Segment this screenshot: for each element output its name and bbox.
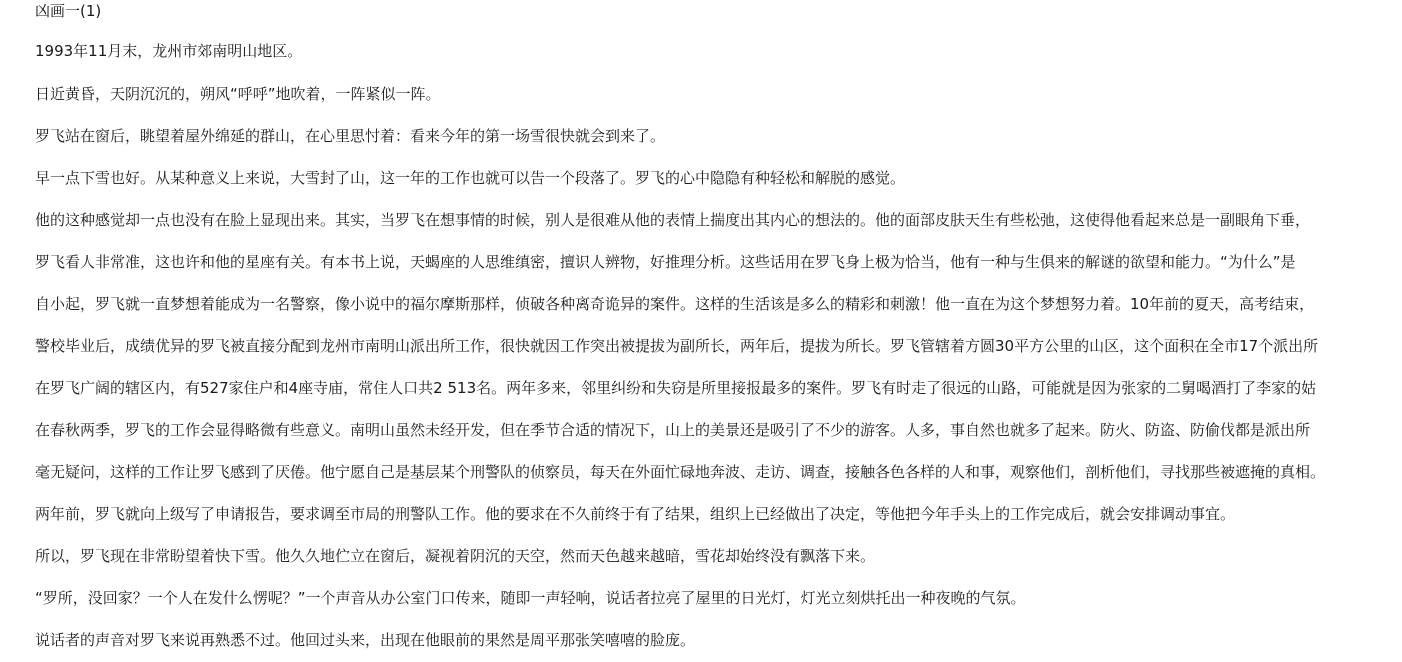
paragraph: 日近黄昏，天阴沉沉的，朔风“呼呼”地吹着，一阵紧似一阵。	[35, 85, 441, 103]
paragraph: 自小起，罗飞就一直梦想着能成为一名警察，像小说中的福尔摩斯那样，侦破各种离奇诡异的案件。这样的生活该是多么的精彩和刺激！他一直在为这个梦想努力着。10年前的夏天，高考结束，	[35, 295, 1315, 313]
document-page	[35, 0, 1402, 662]
paragraph: 毫无疑问，这样的工作让罗飞感到了厌倦。他宁愿自己是基层某个刑警队的侦察员，每天在外面忙碌地奔波、走访、调查，接触各色各样的人和事，观察他们，剖析他们，寻找那些被遮掩的真相。	[35, 463, 1326, 481]
paragraph: 所以，罗飞现在非常盼望着快下雪。他久久地伫立在窗后，凝视着阴沉的天空，然而天色越来越暗，雪花却始终没有飘落下来。	[35, 547, 876, 565]
paragraph: 说话者的声音对罗飞来说再熟悉不过。他回过头来，出现在他眼前的果然是周平那张笑嘻嘻的脸庞。	[35, 631, 696, 649]
paragraph: 警校毕业后，成绩优异的罗飞被直接分配到龙州市南明山派出所工作，很快就因工作突出被提拔为副所长，两年后，提拔为所长。罗飞管辖着方圆30平方公里的山区，这个面积在全市17个派出所	[35, 337, 1319, 355]
paragraph: 早一点下雪也好。从某种意义上来说，大雪封了山，这一年的工作也就可以告一个段落了。罗飞的心中隐隐有种轻松和解脱的感觉。	[35, 169, 906, 187]
paragraph: 两年前，罗飞就向上级写了申请报告，要求调至市局的刑警队工作。他的要求在不久前终于有了结果，组织上已经做出了决定，等他把今年手头上的工作完成后，就会安排调动事宜。	[35, 505, 1236, 523]
paragraph: 在罗飞广阔的辖区内，有527家住户和4座寺庙，常住人口共2 513名。两年多来，邻里纠纷和失窃是所里接报最多的案件。罗飞有时走了很远的山路，可能就是因为张家的二舅喝酒打了李家的姑	[35, 379, 1317, 397]
paragraph: 在春秋两季，罗飞的工作会显得略微有些意义。南明山虽然未经开发，但在季节合适的情况下，山上的美景还是吸引了不少的游客。人多，事自然也就多了起来。防火、防盗、防偷伐都是派出所	[35, 421, 1311, 439]
paragraph: 他的这种感觉却一点也没有在脸上显现出来。其实，当罗飞在想事情的时候，别人是很难从他的表情上揣度出其内心的想法的。他的面部皮肤天生有些松弛，这使得他看起来总是一副眼角下垂，	[35, 211, 1311, 229]
paragraph: 罗飞看人非常准，这也许和他的星座有关。有本书上说，天蝎座的人思维缜密，擅识人辨物，好推理分析。这些话用在罗飞身上极为恰当，他有一种与生俱来的解谜的欲望和能力。“为什么”是	[35, 253, 1296, 271]
paragraph: 罗飞站在窗后，眺望着屋外绵延的群山，在心里思忖着：看来今年的第一场雪很快就会到来了。	[35, 127, 666, 145]
paragraph: “罗所，没回家？一个人在发什么愣呢？”一个声音从办公室门口传来，随即一声轻响，说话者拉亮了屋里的日光灯，灯光立刻烘托出一种夜晚的气氛。	[35, 589, 1026, 607]
chapter-title: 凶画一(1)	[35, 2, 102, 20]
paragraph: 1993年11月末，龙州市郊南明山地区。	[35, 42, 303, 60]
